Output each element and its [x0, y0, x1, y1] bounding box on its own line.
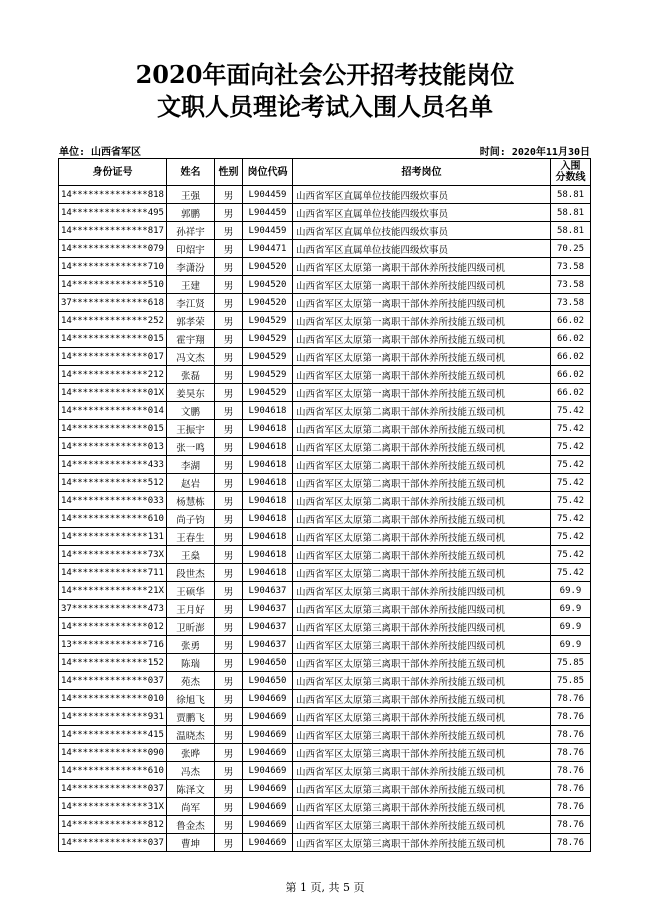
cell-name: 王振宇: [167, 420, 215, 438]
table-row: [59, 654, 591, 672]
header-post: 招考岗位: [293, 159, 551, 186]
cell-sex: 男: [215, 672, 243, 690]
cell-post: 山西省军区太原第一离职干部休养所技能四级司机: [293, 276, 551, 294]
cell-code: L904618: [243, 402, 293, 420]
cell-code: L904618: [243, 474, 293, 492]
cell-code: L904459: [243, 222, 293, 240]
cell-post: 山西省军区太原第二离职干部休养所技能五级司机: [293, 402, 551, 420]
cell-score: 78.76: [551, 762, 591, 780]
cell-code: L904618: [243, 456, 293, 474]
cell-name: 印炤宇: [167, 240, 215, 258]
cell-score: 78.76: [551, 834, 591, 852]
table-row: [59, 636, 591, 654]
cell-id: 14**************079: [59, 240, 167, 258]
cell-post: 山西省军区太原第三离职干部休养所技能五级司机: [293, 672, 551, 690]
table-row: [59, 510, 591, 528]
cell-post: 山西省军区太原第三离职干部休养所技能四级司机: [293, 636, 551, 654]
cell-code: L904669: [243, 816, 293, 834]
cell-name: 张晔: [167, 744, 215, 762]
cell-sex: 男: [215, 420, 243, 438]
table-row: [59, 492, 591, 510]
table-row: [59, 582, 591, 600]
cell-post: 山西省军区直属单位技能四级炊事员: [293, 186, 551, 204]
cell-code: L904618: [243, 528, 293, 546]
cell-id: 14**************012: [59, 618, 167, 636]
cell-name: 姜昊东: [167, 384, 215, 402]
cell-name: 卫昕澎: [167, 618, 215, 636]
cell-post: 山西省军区太原第一离职干部休养所技能五级司机: [293, 384, 551, 402]
cell-sex: 男: [215, 708, 243, 726]
table-row: [59, 834, 591, 852]
cell-name: 孙祥宇: [167, 222, 215, 240]
cell-post: 山西省军区太原第三离职干部休养所技能五级司机: [293, 708, 551, 726]
cell-score: 75.42: [551, 492, 591, 510]
cell-code: L904459: [243, 204, 293, 222]
cell-post: 山西省军区太原第三离职干部休养所技能五级司机: [293, 780, 551, 798]
cell-post: 山西省军区太原第二离职干部休养所技能五级司机: [293, 438, 551, 456]
table-row: [59, 402, 591, 420]
cell-code: L904669: [243, 798, 293, 816]
cell-code: L904669: [243, 690, 293, 708]
cell-code: L904669: [243, 726, 293, 744]
header-name: 姓名: [167, 159, 215, 186]
cell-id: 14**************033: [59, 492, 167, 510]
cell-name: 李湖: [167, 456, 215, 474]
cell-code: L904529: [243, 348, 293, 366]
cell-score: 70.25: [551, 240, 591, 258]
cell-post: 山西省军区太原第三离职干部休养所技能五级司机: [293, 654, 551, 672]
table-row: [59, 204, 591, 222]
cell-post: 山西省军区直属单位技能四级炊事员: [293, 240, 551, 258]
cell-name: 冯杰: [167, 762, 215, 780]
table-row: [59, 474, 591, 492]
cell-id: 14**************090: [59, 744, 167, 762]
table-row: [59, 294, 591, 312]
table-body: [59, 186, 591, 852]
cell-score: 73.58: [551, 276, 591, 294]
cell-name: 王月好: [167, 600, 215, 618]
cell-code: L904459: [243, 186, 293, 204]
cell-name: 王燊: [167, 546, 215, 564]
cell-id: 14**************013: [59, 438, 167, 456]
cell-score: 75.85: [551, 672, 591, 690]
table-header-row: [59, 159, 591, 186]
cell-score: 75.85: [551, 654, 591, 672]
cell-score: 75.42: [551, 474, 591, 492]
cell-sex: 男: [215, 186, 243, 204]
cell-sex: 男: [215, 366, 243, 384]
cell-sex: 男: [215, 744, 243, 762]
cell-sex: 男: [215, 546, 243, 564]
table-row: [59, 312, 591, 330]
cell-name: 文鹏: [167, 402, 215, 420]
cell-sex: 男: [215, 690, 243, 708]
cell-score: 75.42: [551, 420, 591, 438]
cell-post: 山西省军区太原第二离职干部休养所技能五级司机: [293, 528, 551, 546]
cell-sex: 男: [215, 330, 243, 348]
cell-score: 78.76: [551, 798, 591, 816]
cell-post: 山西省军区太原第二离职干部休养所技能五级司机: [293, 474, 551, 492]
cell-id: 14**************212: [59, 366, 167, 384]
cell-code: L904618: [243, 492, 293, 510]
table-row: [59, 222, 591, 240]
cell-post: 山西省军区太原第一离职干部休养所技能四级司机: [293, 294, 551, 312]
cell-post: 山西省军区直属单位技能四级炊事员: [293, 204, 551, 222]
table-row: [59, 690, 591, 708]
cell-name: 徐旭飞: [167, 690, 215, 708]
cell-sex: 男: [215, 492, 243, 510]
cell-name: 李江贤: [167, 294, 215, 312]
cell-code: L904520: [243, 258, 293, 276]
cell-code: L904669: [243, 708, 293, 726]
cell-name: 杨慧栋: [167, 492, 215, 510]
cell-id: 14**************512: [59, 474, 167, 492]
cell-post: 山西省军区太原第二离职干部休养所技能五级司机: [293, 420, 551, 438]
table-row: [59, 744, 591, 762]
cell-id: 14**************710: [59, 258, 167, 276]
cell-score: 75.42: [551, 510, 591, 528]
document-title-line1: 2020年面向社会公开招考技能岗位: [135, 60, 515, 89]
cell-id: 14**************01X: [59, 384, 167, 402]
cell-sex: 男: [215, 834, 243, 852]
cell-name: 霍宇翔: [167, 330, 215, 348]
table-row: [59, 672, 591, 690]
cell-code: L904669: [243, 834, 293, 852]
table-row: [59, 564, 591, 582]
cell-sex: 男: [215, 600, 243, 618]
cell-code: L904650: [243, 672, 293, 690]
table-row: [59, 420, 591, 438]
cell-sex: 男: [215, 816, 243, 834]
cell-id: 14**************818: [59, 186, 167, 204]
cell-post: 山西省军区太原第三离职干部休养所技能五级司机: [293, 834, 551, 852]
cell-id: 14**************015: [59, 330, 167, 348]
cell-score: 66.02: [551, 312, 591, 330]
date-label: 时间: 2020年11月30日: [479, 147, 590, 158]
cell-code: L904618: [243, 564, 293, 582]
cell-code: L904529: [243, 366, 293, 384]
cell-sex: 男: [215, 780, 243, 798]
cell-name: 陈瑞: [167, 654, 215, 672]
cell-id: 14**************017: [59, 348, 167, 366]
table-row: [59, 240, 591, 258]
header-id: 身份证号: [59, 159, 167, 186]
cell-sex: 男: [215, 762, 243, 780]
cell-code: L904529: [243, 312, 293, 330]
table-row: [59, 366, 591, 384]
cell-sex: 男: [215, 258, 243, 276]
cell-score: 78.76: [551, 690, 591, 708]
cell-name: 段世杰: [167, 564, 215, 582]
cell-id: 14**************817: [59, 222, 167, 240]
document-title-line2: 文职人员理论考试入围人员名单: [157, 92, 493, 121]
cell-sex: 男: [215, 276, 243, 294]
table-row: [59, 816, 591, 834]
cell-id: 14**************037: [59, 780, 167, 798]
cell-sex: 男: [215, 222, 243, 240]
cell-id: 14**************73X: [59, 546, 167, 564]
table-row: [59, 618, 591, 636]
cell-sex: 男: [215, 582, 243, 600]
cell-score: 58.81: [551, 186, 591, 204]
table-row: [59, 384, 591, 402]
cell-name: 李潇汾: [167, 258, 215, 276]
cell-code: L904669: [243, 780, 293, 798]
cell-name: 贾鹏飞: [167, 708, 215, 726]
cell-code: L904650: [243, 654, 293, 672]
cell-code: L904471: [243, 240, 293, 258]
cell-score: 66.02: [551, 366, 591, 384]
table-row: [59, 546, 591, 564]
cell-name: 张一鸣: [167, 438, 215, 456]
cell-post: 山西省军区太原第二离职干部休养所技能五级司机: [293, 492, 551, 510]
cell-sex: 男: [215, 726, 243, 744]
cell-sex: 男: [215, 474, 243, 492]
table-row: [59, 330, 591, 348]
cell-code: L904618: [243, 438, 293, 456]
cell-score: 75.42: [551, 438, 591, 456]
cell-sex: 男: [215, 510, 243, 528]
table-row: [59, 186, 591, 204]
cell-post: 山西省军区太原第二离职干部休养所技能五级司机: [293, 456, 551, 474]
header-score-line2: 分数线: [555, 172, 586, 183]
table-row: [59, 780, 591, 798]
header-code: 岗位代码: [243, 159, 293, 186]
cell-post: 山西省军区直属单位技能四级炊事员: [293, 222, 551, 240]
cell-id: 14**************015: [59, 420, 167, 438]
cell-name: 冯文杰: [167, 348, 215, 366]
cell-code: L904637: [243, 582, 293, 600]
cell-sex: 男: [215, 438, 243, 456]
cell-post: 山西省军区太原第三离职干部休养所技能五级司机: [293, 744, 551, 762]
table-row: [59, 438, 591, 456]
cell-id: 14**************31X: [59, 798, 167, 816]
cell-post: 山西省军区太原第三离职干部休养所技能四级司机: [293, 600, 551, 618]
cell-sex: 男: [215, 636, 243, 654]
table-row: [59, 708, 591, 726]
cell-score: 78.76: [551, 744, 591, 762]
cell-sex: 男: [215, 618, 243, 636]
cell-name: 曹坤: [167, 834, 215, 852]
cell-id: 14**************131: [59, 528, 167, 546]
cell-score: 75.42: [551, 456, 591, 474]
cell-code: L904618: [243, 420, 293, 438]
cell-score: 78.76: [551, 780, 591, 798]
cell-id: 13**************716: [59, 636, 167, 654]
cell-code: L904618: [243, 546, 293, 564]
cell-name: 赵岩: [167, 474, 215, 492]
candidate-table: [58, 158, 591, 852]
cell-name: 陈泽文: [167, 780, 215, 798]
cell-score: 69.9: [551, 582, 591, 600]
cell-post: 山西省军区太原第一离职干部休养所技能五级司机: [293, 348, 551, 366]
cell-id: 37**************618: [59, 294, 167, 312]
cell-sex: 男: [215, 294, 243, 312]
cell-score: 78.76: [551, 726, 591, 744]
cell-code: L904529: [243, 330, 293, 348]
cell-score: 75.42: [551, 528, 591, 546]
page-footer: 第 1 页, 共 5 页: [285, 881, 365, 894]
cell-id: 14**************010: [59, 690, 167, 708]
cell-post: 山西省军区太原第二离职干部休养所技能五级司机: [293, 510, 551, 528]
table-row: [59, 726, 591, 744]
table-row: [59, 600, 591, 618]
cell-sex: 男: [215, 798, 243, 816]
cell-post: 山西省军区太原第三离职干部休养所技能五级司机: [293, 816, 551, 834]
cell-score: 69.9: [551, 600, 591, 618]
cell-id: 14**************610: [59, 510, 167, 528]
cell-name: 王建: [167, 276, 215, 294]
cell-score: 75.42: [551, 564, 591, 582]
cell-id: 14**************252: [59, 312, 167, 330]
cell-score: 78.76: [551, 708, 591, 726]
cell-code: L904529: [243, 384, 293, 402]
table-row: [59, 348, 591, 366]
cell-sex: 男: [215, 240, 243, 258]
cell-code: L904520: [243, 276, 293, 294]
cell-post: 山西省军区太原第三离职干部休养所技能五级司机: [293, 798, 551, 816]
cell-sex: 男: [215, 564, 243, 582]
cell-name: 王春生: [167, 528, 215, 546]
cell-code: L904669: [243, 744, 293, 762]
cell-post: 山西省军区太原第三离职干部休养所技能五级司机: [293, 690, 551, 708]
cell-name: 王硕华: [167, 582, 215, 600]
cell-post: 山西省军区太原第一离职干部休养所技能五级司机: [293, 366, 551, 384]
cell-code: L904669: [243, 762, 293, 780]
cell-id: 14**************495: [59, 204, 167, 222]
cell-name: 王强: [167, 186, 215, 204]
cell-code: L904637: [243, 636, 293, 654]
cell-id: 14**************014: [59, 402, 167, 420]
cell-score: 75.42: [551, 546, 591, 564]
header-score-line1: 入围: [560, 161, 581, 172]
cell-score: 75.42: [551, 402, 591, 420]
unit-label: 单位: 山西省军区: [59, 147, 142, 158]
cell-post: 山西省军区太原第三离职干部休养所技能五级司机: [293, 726, 551, 744]
cell-score: 69.9: [551, 636, 591, 654]
cell-code: L904637: [243, 618, 293, 636]
cell-score: 66.02: [551, 348, 591, 366]
table-row: [59, 258, 591, 276]
cell-score: 78.76: [551, 816, 591, 834]
table-row: [59, 762, 591, 780]
cell-sex: 男: [215, 204, 243, 222]
cell-code: L904637: [243, 600, 293, 618]
cell-id: 37**************473: [59, 600, 167, 618]
cell-name: 苑杰: [167, 672, 215, 690]
cell-post: 山西省军区太原第二离职干部休养所技能五级司机: [293, 546, 551, 564]
cell-score: 66.02: [551, 330, 591, 348]
cell-id: 14**************812: [59, 816, 167, 834]
cell-name: 张磊: [167, 366, 215, 384]
table-row: [59, 798, 591, 816]
cell-name: 郭孝荣: [167, 312, 215, 330]
cell-id: 14**************152: [59, 654, 167, 672]
cell-post: 山西省军区太原第三离职干部休养所技能四级司机: [293, 618, 551, 636]
table-row: [59, 276, 591, 294]
cell-post: 山西省军区太原第二离职干部休养所技能五级司机: [293, 564, 551, 582]
cell-score: 58.81: [551, 204, 591, 222]
header-sex: 性别: [215, 159, 243, 186]
cell-post: 山西省军区太原第三离职干部休养所技能四级司机: [293, 582, 551, 600]
cell-id: 14**************610: [59, 762, 167, 780]
cell-post: 山西省军区太原第三离职干部休养所技能五级司机: [293, 762, 551, 780]
cell-sex: 男: [215, 528, 243, 546]
cell-post: 山西省军区太原第一离职干部休养所技能五级司机: [293, 312, 551, 330]
cell-post: 山西省军区太原第一离职干部休养所技能五级司机: [293, 330, 551, 348]
cell-name: 郭鹏: [167, 204, 215, 222]
cell-code: L904618: [243, 510, 293, 528]
cell-name: 鲁金杰: [167, 816, 215, 834]
cell-post: 山西省军区太原第一离职干部休养所技能四级司机: [293, 258, 551, 276]
cell-code: L904520: [243, 294, 293, 312]
cell-score: 73.58: [551, 258, 591, 276]
cell-score: 66.02: [551, 384, 591, 402]
header-score: [551, 159, 591, 186]
cell-id: 14**************711: [59, 564, 167, 582]
cell-id: 14**************510: [59, 276, 167, 294]
cell-score: 73.58: [551, 294, 591, 312]
cell-id: 14**************931: [59, 708, 167, 726]
cell-sex: 男: [215, 348, 243, 366]
cell-sex: 男: [215, 654, 243, 672]
cell-sex: 男: [215, 312, 243, 330]
cell-sex: 男: [215, 456, 243, 474]
cell-name: 尚子钧: [167, 510, 215, 528]
table-row: [59, 528, 591, 546]
cell-sex: 男: [215, 402, 243, 420]
cell-score: 69.9: [551, 618, 591, 636]
cell-name: 尚军: [167, 798, 215, 816]
cell-name: 张勇: [167, 636, 215, 654]
cell-id: 14**************415: [59, 726, 167, 744]
table-row: [59, 456, 591, 474]
cell-id: 14**************21X: [59, 582, 167, 600]
cell-id: 14**************433: [59, 456, 167, 474]
cell-sex: 男: [215, 384, 243, 402]
cell-score: 58.81: [551, 222, 591, 240]
cell-id: 14**************037: [59, 672, 167, 690]
cell-id: 14**************037: [59, 834, 167, 852]
cell-name: 温晓杰: [167, 726, 215, 744]
